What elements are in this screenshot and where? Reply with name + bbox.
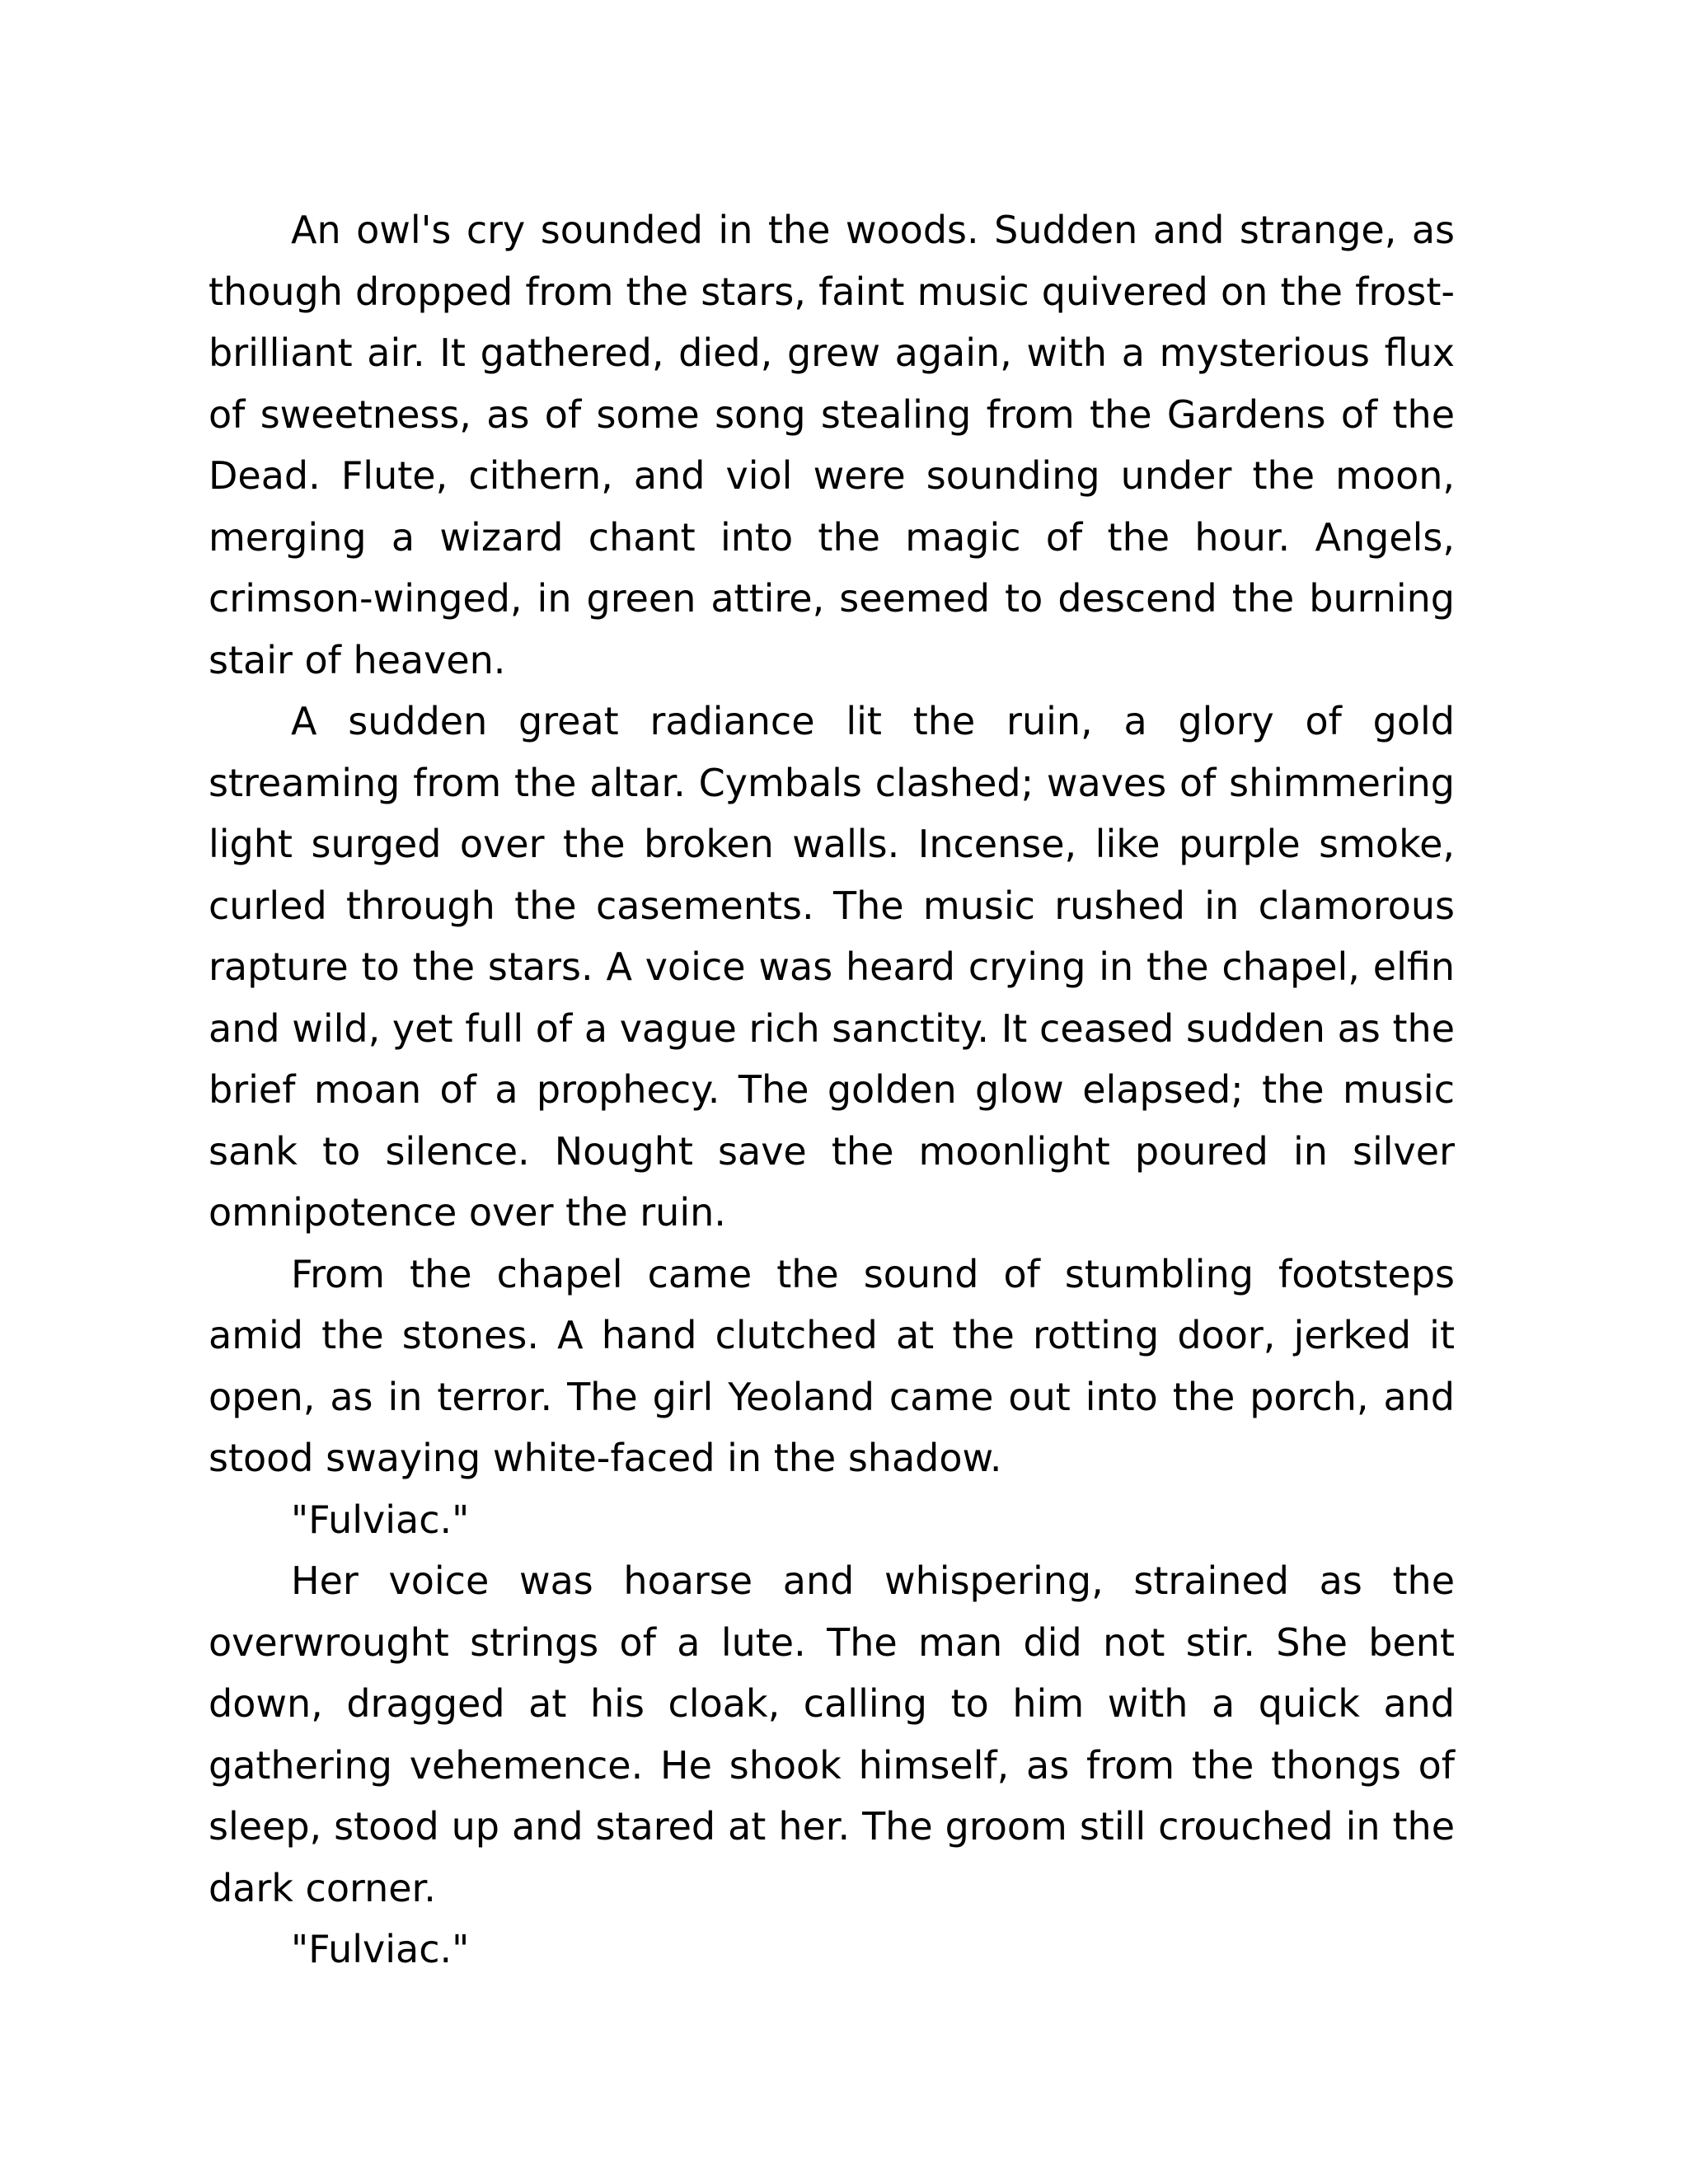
document-page [209,199,1455,1980]
paragraph-footsteps: From the chapel came the sound of stumbling footsteps amid the stones. A hand clutched at the rotting door, jerked it open, as in terror. The girl Yeoland came out into the porch, and stood swaying white-faced in the shadow. [209,1251,1455,1480]
paragraph-her-voice: Her voice was hoarse and whispering, strained as the overwrought strings of a lute. The man did not stir. She bent down, dragged at his cloak, calling to him with a quick and gathering vehemence. He shook himself, as from the thongs of sleep, stood up and stared at her. The groom still crouched in the dark corner. [209,1558,1455,1910]
paragraph-dialogue-fulviac-1: "Fulviac." [291,1497,470,1542]
paragraph-owl-cry: An owl's cry sounded in the woods. Sudden and strange, as though dropped from the stars, faint music quivered on the frost-brilliant air. It gathered, died, grew again, with a mysterious flux of sweetness, as of some song stealing from the Gardens of the Dead. Flute, cithern, and viol were sounding under the moon, merging a wizard chant into the magic of the hour. Angels, crimson-winged, in green attire, seemed to descend the burning stair of heaven. [209,208,1455,682]
paragraph-radiance: A sudden great radiance lit the ruin, a glory of gold streaming from the altar. Cymbals clashed; waves of shimmering light surged over the broken walls. Incense, like purple smoke, curled through the casements. The music rushed in clamorous rapture to the stars. A voice was heard crying in the chapel, elfin and wild, yet full of a vague rich sanctity. It ceased sudden as the brief moan of a prophecy. The golden glow elapsed; the music sank to silence. Nought save the moonlight poured in silver omnipotence over the ruin. [209,699,1455,1235]
paragraph-dialogue-fulviac-2: "Fulviac." [291,1927,470,1971]
